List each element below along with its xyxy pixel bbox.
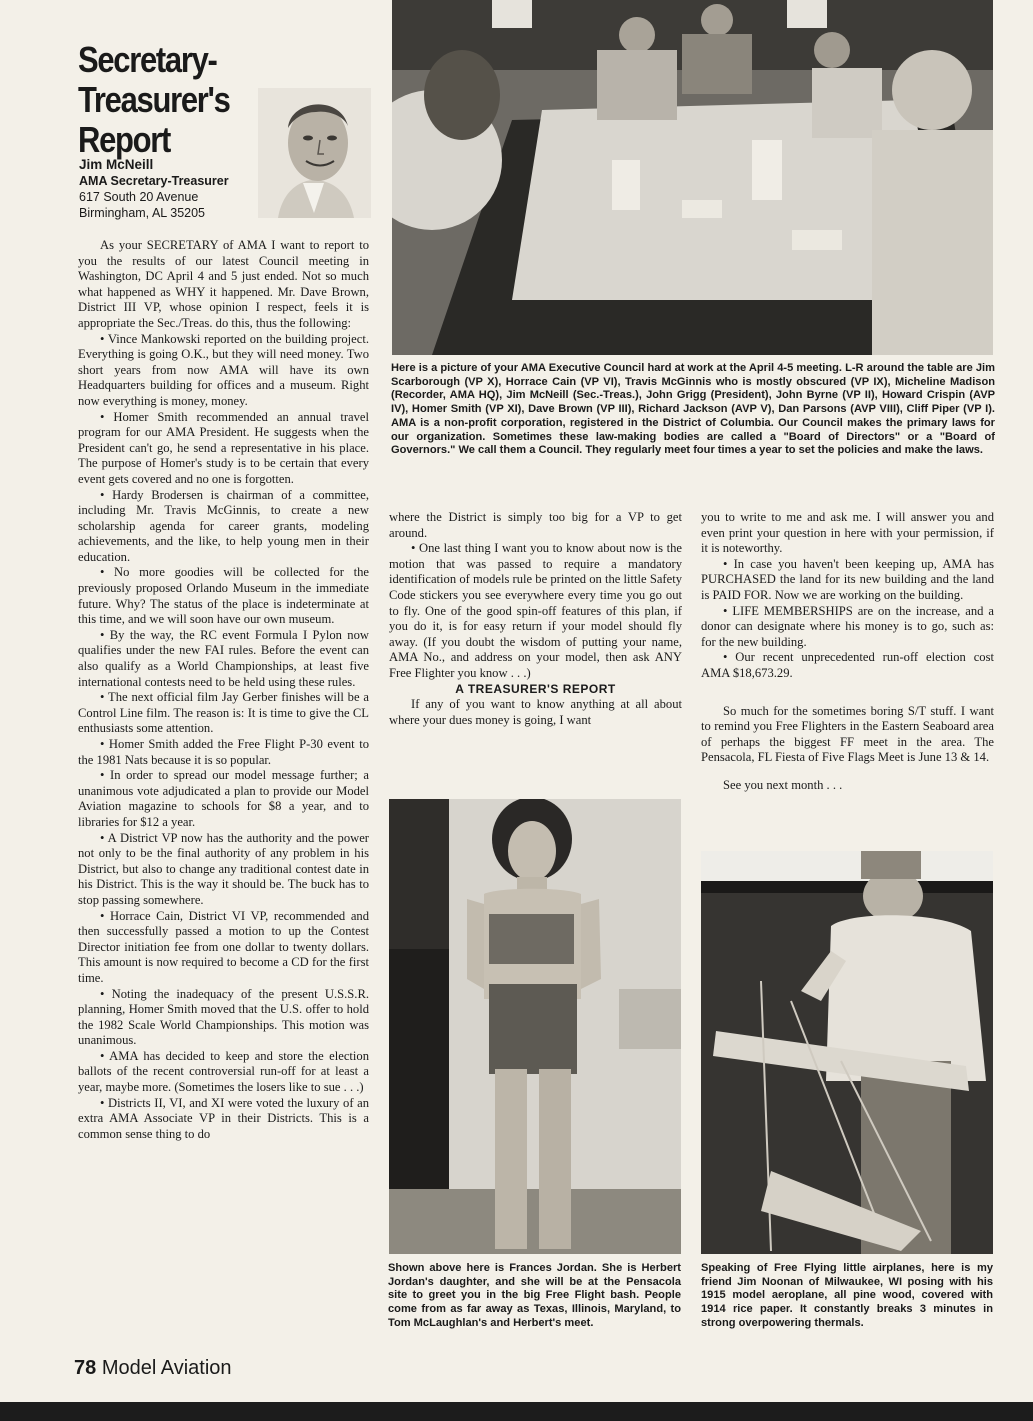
paragraph: So much for the sometimes boring S/T stuff. I want to remind you Free Flighters in the Eastern Seaboard area of perhaps the biggest FF meet in the area. The Pensacola, FL Fiesta of Five Flags Meet is June 13 & 14. — [701, 703, 994, 765]
frances-jordan-photo — [389, 799, 681, 1254]
magazine-name: Model Aviation — [101, 1357, 232, 1379]
paragraph: • By the way, the RC event Formula I Pylon now qualifies under the new FAI rules. Before the event can also qualify as a World Championships, at least five international contests need to be held using these rules. — [78, 627, 369, 689]
paragraph: • A District VP now has the authority and the power not only to be the final authority of any problem in his District, but also to change any traditional contest date in his District. This is the way it should be. The buck has to stop passing somewhere. — [78, 830, 369, 907]
paragraph: • Our recent unprecedented run-off election cost AMA $18,673.29. — [701, 650, 994, 680]
author-role: AMA Secretary-Treasurer — [79, 174, 229, 188]
paragraph: • In case you haven't been keeping up, AMA has PURCHASED the land for its new building and the land is PAID FOR. Now we are working on the building. — [701, 556, 994, 602]
paragraph: • Horrace Cain, District VI VP, recommended and then successfully passed a motion to up the Contest Director initiation fee from one dollar to twenty dollars. This amount is now required to become a CD for the first time. — [78, 908, 369, 985]
page-bottom-edge — [0, 1402, 1033, 1421]
paragraph: • Noting the inadequacy of the present U.S.S.R. planning, Homer Smith moved that the U.S. offer to hold the 1982 Scale World Championships. This motion was unanimous. — [78, 986, 369, 1048]
jim-noonan-photo — [701, 851, 993, 1254]
author-name: Jim McNeill — [79, 157, 154, 172]
article-column-1 — [78, 238, 369, 1142]
paragraph: • AMA has decided to keep and store the election ballots of the recent controversial run-off for at least a year, maybe more. (Sometimes the losers like to sue . . .) — [78, 1048, 369, 1095]
treasurer-report-subhead: A TREASURER'S REPORT — [455, 681, 616, 696]
paragraph: • Districts II, VI, and XI were voted the luxury of an extra AMA Associate VP in their Districts. This is a common sense thing to do — [78, 1095, 369, 1141]
paragraph: • One last thing I want you to know about now is the motion that was passed to require a mandatory identification of models rule be printed on the little Safety Code stickers you see everywhere every time you go out to fly. One of the good spin-off features of this plan, if you do it, is for easy return if your model should fly away. (If you doubt the wisdom of putting your name, AMA No., and address on your model, then ask ANY Free Flighter you know . . .) — [389, 541, 682, 680]
paragraph: • Homer Smith recommended an annual travel program for our AMA President. He suggests when the President can't go, he send a representative in his place. The purpose of Homer's study is to be certain that every event gets covered and no one is forgotten. — [78, 409, 369, 486]
title-line-1: Secretary-Treasurer's — [78, 39, 230, 120]
title-line-2: Report — [78, 119, 171, 160]
paragraph: you to write to me and ask me. I will answer you and even print your question in here with your permission, if it is noteworthy. — [701, 510, 994, 556]
page-folio — [74, 1357, 232, 1380]
paragraph: As your SECRETARY of AMA I want to report to you the results of our latest Council meeting in Washington, DC April 4 and 5 just ended. Not so much what happened as WHY it happened. Mr. Dave Brown, District III VP, whose opinion I respect, feels it is appropriate the Sec./Treas. do this, thus the following: — [78, 238, 369, 330]
author-byline — [79, 157, 259, 221]
paragraph: See you next month . . . — [723, 777, 843, 792]
council-meeting-photo — [392, 0, 993, 355]
paragraph: • Vince Mankowski reported on the building project. Everything is going O.K., but they will need money. Two short years from now AMA will have its own Headquarters building for offices and a museum. Right now everything is money, money. — [78, 331, 369, 408]
paragraph: • Homer Smith added the Free Flight P-30 event to the 1981 Nats because it is so popular. — [78, 737, 369, 767]
author-portrait — [258, 88, 371, 218]
article-column-2 — [389, 510, 682, 728]
article-column-3 — [701, 510, 994, 794]
paragraph: where the District is simply too big for a VP to get around. — [389, 510, 682, 540]
paragraph: If any of you want to know anything at all about where your dues money is going, I want — [389, 697, 682, 727]
page-number: 78 — [74, 1357, 97, 1379]
author-address-line-2: Birmingham, AL 35205 — [79, 206, 206, 220]
noonan-photo-caption: Speaking of Free Flying little airplanes, here is my friend Jim Noonan of Milwaukee, WI posing with his 1915 model aeroplane, all pine wood, covered with 1914 rice paper. It constantly breaks 3 minutes in strong overpowering thermals. — [701, 1262, 993, 1329]
paragraph: • The next official film Jay Gerber finishes will be a Control Line film. The reason is: It is time to give the CL enthusiasts some attention. — [78, 690, 369, 736]
paragraph: • LIFE MEMBERSHIPS are on the increase, and a donor can designate where his money is to go, such as: for the new building. — [701, 603, 994, 649]
council-photo-caption: Here is a picture of your AMA Executive Council hard at work at the April 4-5 meeting. L-R around the table are Jim Scarborough (VP X), Horrace Cain (VP VI), Travis McGinnis who is mostly obscured (VP IX), Micheline Madison (Recorder, AMA HQ), Jim McNeill (Sec.-Treas.), John Grigg (President), John Byrne (VP II), Howard Crispin (AVP IV), Homer Smith (VP XI), Dave Brown (VP III), Richard Jackson (AVP V), Dan Parsons (AVP VIII), Cliff Piper (VP I). AMA is a non-profit corporation, registered in the District of Columbia. Our Council makes the primary laws for our organization. Sometimes these law-making bodies are called a "Board of Directors" or a "Board of Governors." We call them a Council. They regularly meet four times a year to set the policies and make the laws. — [391, 362, 995, 457]
paragraph: • No more goodies will be collected for the previously proposed Orlando Museum in the immediate future. Why? The status of the place is indeterminate at this time, and we will soon have our own museum. — [78, 565, 369, 627]
author-address-line-1: 617 South 20 Avenue — [79, 190, 199, 204]
frances-photo-caption: Shown above here is Frances Jordan. She is Herbert Jordan's daughter, and she will be at the Pensacola site to greet you in the big Free Flight bash. People come from as far away as Texas, Illinois, Maryland, to Tom McLaughlan's and Herbert's meet. — [388, 1262, 681, 1329]
paragraph: • In order to spread our model message further; a unanimous vote adjudicated a plan to provide our Model Aviation magazine to schools for $8 a year, and to libraries for $12 a year. — [78, 768, 369, 829]
paragraph: • Hardy Brodersen is chairman of a committee, including Mr. Travis McGinnis, to create a new scholarship agenda for career grants, modeling achievements, and the like, to help young men in their education. — [78, 487, 369, 564]
